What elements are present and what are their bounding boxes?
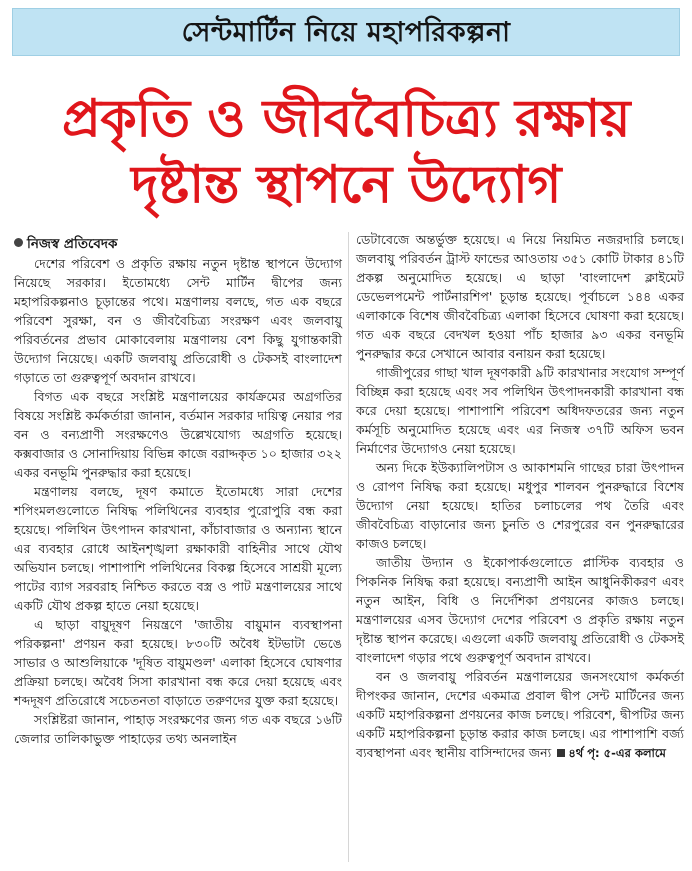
paragraph: ডেটাবেজে অন্তর্ভুক্ত হয়েছে। এ নিয়ে নিয়মিত নজরদারি চলছে। জলবায়ু পরিবর্তন ট্রাস্ট ফান্ডের আওতায় ৩৫১ কোটি টাকার ৪১টি প্রকল্প অনুমোদিত হয়েছে। এ ছাড়া 'বাংলাদেশ ক্লাইমেট ডেভেলপমেন্ট পার্টনারশিপ' চূড়ান্ত হয়েছে। পূর্বাচলে ১৪৪ একর এলাকাকে বিশেষ জীববৈচিত্র্য এলাকা হিসেবে ঘোষণা করা হয়েছে। গত এক বছরে বেদখল হওয়া পাঁচ হাজার ৯৩ একর বনভূমি পুনরুদ্ধার করে সেখানে আবার বনায়ন করা হয়েছে।	[356, 232, 684, 361]
paragraph: এ ছাড়া বায়ুদূষণ নিয়ন্ত্রণে 'জাতীয় বায়ুমান ব্যবস্থাপনা পরিকল্পনা' প্রণয়ন করা হয়েছে। ৮৩০টি অবৈধ ইটভাটা ভেঙে সাভার ও আশুলিয়াকে 'দূষিত বায়ুমণ্ডল' এলাকা হিসেবে ঘোষণার প্রক্রিয়া চলছে। অবৈধ সিসা কারখানা বন্ধ করে দেয়া হয়েছে এবং শব্দদূষণ প্রতিরোধে সচেতনতা বাড়াতে তরুণদের যুক্ত করা হয়েছে।	[14, 617, 342, 708]
article-column-left	[14, 234, 342, 748]
column-divider	[348, 232, 349, 862]
paragraph: বিগত এক বছরে সংশ্লিষ্ট মন্ত্রণালয়ের কার্যক্রমের অগ্রগতির বিষয়ে সংশ্লিষ্ট কর্মকর্তারা জানান, বর্তমান সরকার দায়িত্ব নেয়ার পর বন ও বন্যপ্রাণী সংরক্ষণেও উল্লেখযোগ্য অগ্রগতি হয়েছে। কক্সবাজার ও সোনাদিয়ায় বিভিন্ন কাজে বরাদ্দকৃত ১০ হাজার ৩২২ একর বনভূমি পুনরুদ্ধার করা হয়েছে।	[14, 389, 342, 480]
paragraph: জাতীয় উদ্যান ও ইকোপার্কগুলোতে প্লাস্টিক ব্যবহার ও পিকনিক নিষিদ্ধ করা হয়েছে। বন্যপ্রাণী আইন আধুনিকীকরণ এবং নতুন আইন, বিধি ও নির্দেশিকা প্রণয়নের কাজও চলছে। মন্ত্রণালয়ের এসব উদ্যোগ দেশের পরিবেশ ও প্রকৃতি রক্ষায় নতুন দৃষ্টান্ত স্থাপন করেছে। এগুলো একটি জলবায়ু প্রতিরোধী ও টেকসই বাংলাদেশ গড়ার পথে গুরুত্বপূর্ণ অবদান রাখবে।	[356, 555, 684, 665]
continuation-note[interactable]: ৪র্থ পৃ: ৫-এর কলামে	[568, 746, 666, 760]
byline-text: নিজস্ব প্রতিবেদক	[27, 236, 118, 252]
paragraph: সংশ্লিষ্টরা জানান, পাহাড় সংরক্ষণের জন্য গত এক বছরে ১৬টি জেলার তালিকাভুক্ত পাহাড়ের তথ্য অনলাইন	[14, 712, 342, 746]
paragraph: গাজীপুরের গাছা খাল দূষণকারী ৯টি কারখানার সংযোগ সম্পূর্ণ বিচ্ছিন্ন করা হয়েছে এবং সব পলিথিন উৎপাদনকারী কারখানা বন্ধ করে দেয়া হয়েছে। পাশাপাশি পরিবেশ অধিদফতরের জন্য নতুন কর্মসূচি অনুমোদিত হয়েছে এবং এর নিজস্ব ৩৭টি অফিস ভবন নির্মাণের উদ্যোগও নেয়া হয়েছে।	[356, 365, 684, 456]
article-column-right	[356, 230, 684, 763]
headline-line-2: দৃষ্টান্ত স্থাপনে উদ্যোগ	[131, 155, 561, 215]
byline	[14, 234, 342, 254]
paragraph: মন্ত্রণালয় বলছে, দূষণ কমাতে ইতোমধ্যে সারা দেশের শপিংমলগুলোতে নিষিদ্ধ পলিথিনের ব্যবহার পুরোপুরি বন্ধ করা হয়েছে। পলিথিন উৎপাদন কারখানা, কাঁচাবাজার ও অন্যান্য স্থানে এর ব্যবহার রোধে আইনশৃঙ্খলা রক্ষাকারী বাহিনীর সাথে যৌথ অভিযান চলছে। পাশাপাশি পলিথিনের বিকল্প হিসেবে সাশ্রয়ী মূল্যে পাটের ব্যাগ সরবরাহ নিশ্চিত করতে বস্ত্র ও পাট মন্ত্রণালয়ের সাথে একটি যৌথ প্রকল্প হাতে নেয়া হয়েছে।	[14, 484, 342, 613]
square-bullet-icon	[557, 749, 565, 757]
paragraph: অন্য দিকে ইউক্যালিপটাস ও আকাশমনি গাছের চারা উৎপাদন ও রোপণ নিষিদ্ধ করা হয়েছে। মধুপুর শালবন পুনরুদ্ধারে বিশেষ উদ্যোগ নেয়া হয়েছে। হাতির চলাচলের পথ তৈরি এবং জীববৈচিত্র্য বাড়ানোর জন্য চুনতি ও শেরপুরের বন পুনরুদ্ধারের কাজও চলছে।	[356, 460, 684, 551]
paragraph-text: বন ও জলবায়ু পরিবর্তন মন্ত্রণালয়ের জনসংযোগ কর্মকর্তা দীপংকর জানান, দেশের একমাত্র প্রবাল দ্বীপ সেন্ট মার্টিনের জন্য একটি মহাপরিকল্পনা প্রণয়নের কাজ চলছে। পরিবেশ, দ্বীপটির জন্য একটি মহাপরিকল্পনা চূড়ান্ত করার কাজ চলছে। এর পাশাপাশি বর্জ্য ব্যবস্থাপনা এবং স্থানীয় বাসিন্দাদের জন্য	[356, 669, 684, 760]
paragraph-last	[356, 667, 684, 763]
bullet-icon	[14, 238, 23, 247]
kicker-text: সেন্টমার্টিন নিয়ে মহাপরিকল্পনা	[181, 17, 511, 48]
paragraph: দেশের পরিবেশ ও প্রকৃতি রক্ষায় নতুন দৃষ্টান্ত স্থাপনে উদ্যোগ নিয়েছে সরকার। ইতোমধ্যে সেন্ট মার্টিন দ্বীপের জন্য মহাপরিকল্পনাও চূড়ান্তের পথে। মন্ত্রণালয় বলছে, গত এক বছরে পরিবেশ সুরক্ষা, বন ও জীববৈচিত্র্য সংরক্ষণ এবং জলবায়ু পরিবর্তনের প্রভাব মোকাবেলায় মন্ত্রণালয় বেশ কিছু যুগান্তকারী উদ্যোগ নিয়েছে। একটি জলবায়ু প্রতিরোধী ও টেকসই বাংলাদেশ গড়াতে তা গুরুত্বপূর্ণ অবদান রাখবে।	[14, 256, 342, 385]
headline-line-1: প্রকৃতি ও জীববৈচিত্র্য রক্ষায়	[62, 89, 630, 149]
kicker-banner	[12, 8, 680, 56]
